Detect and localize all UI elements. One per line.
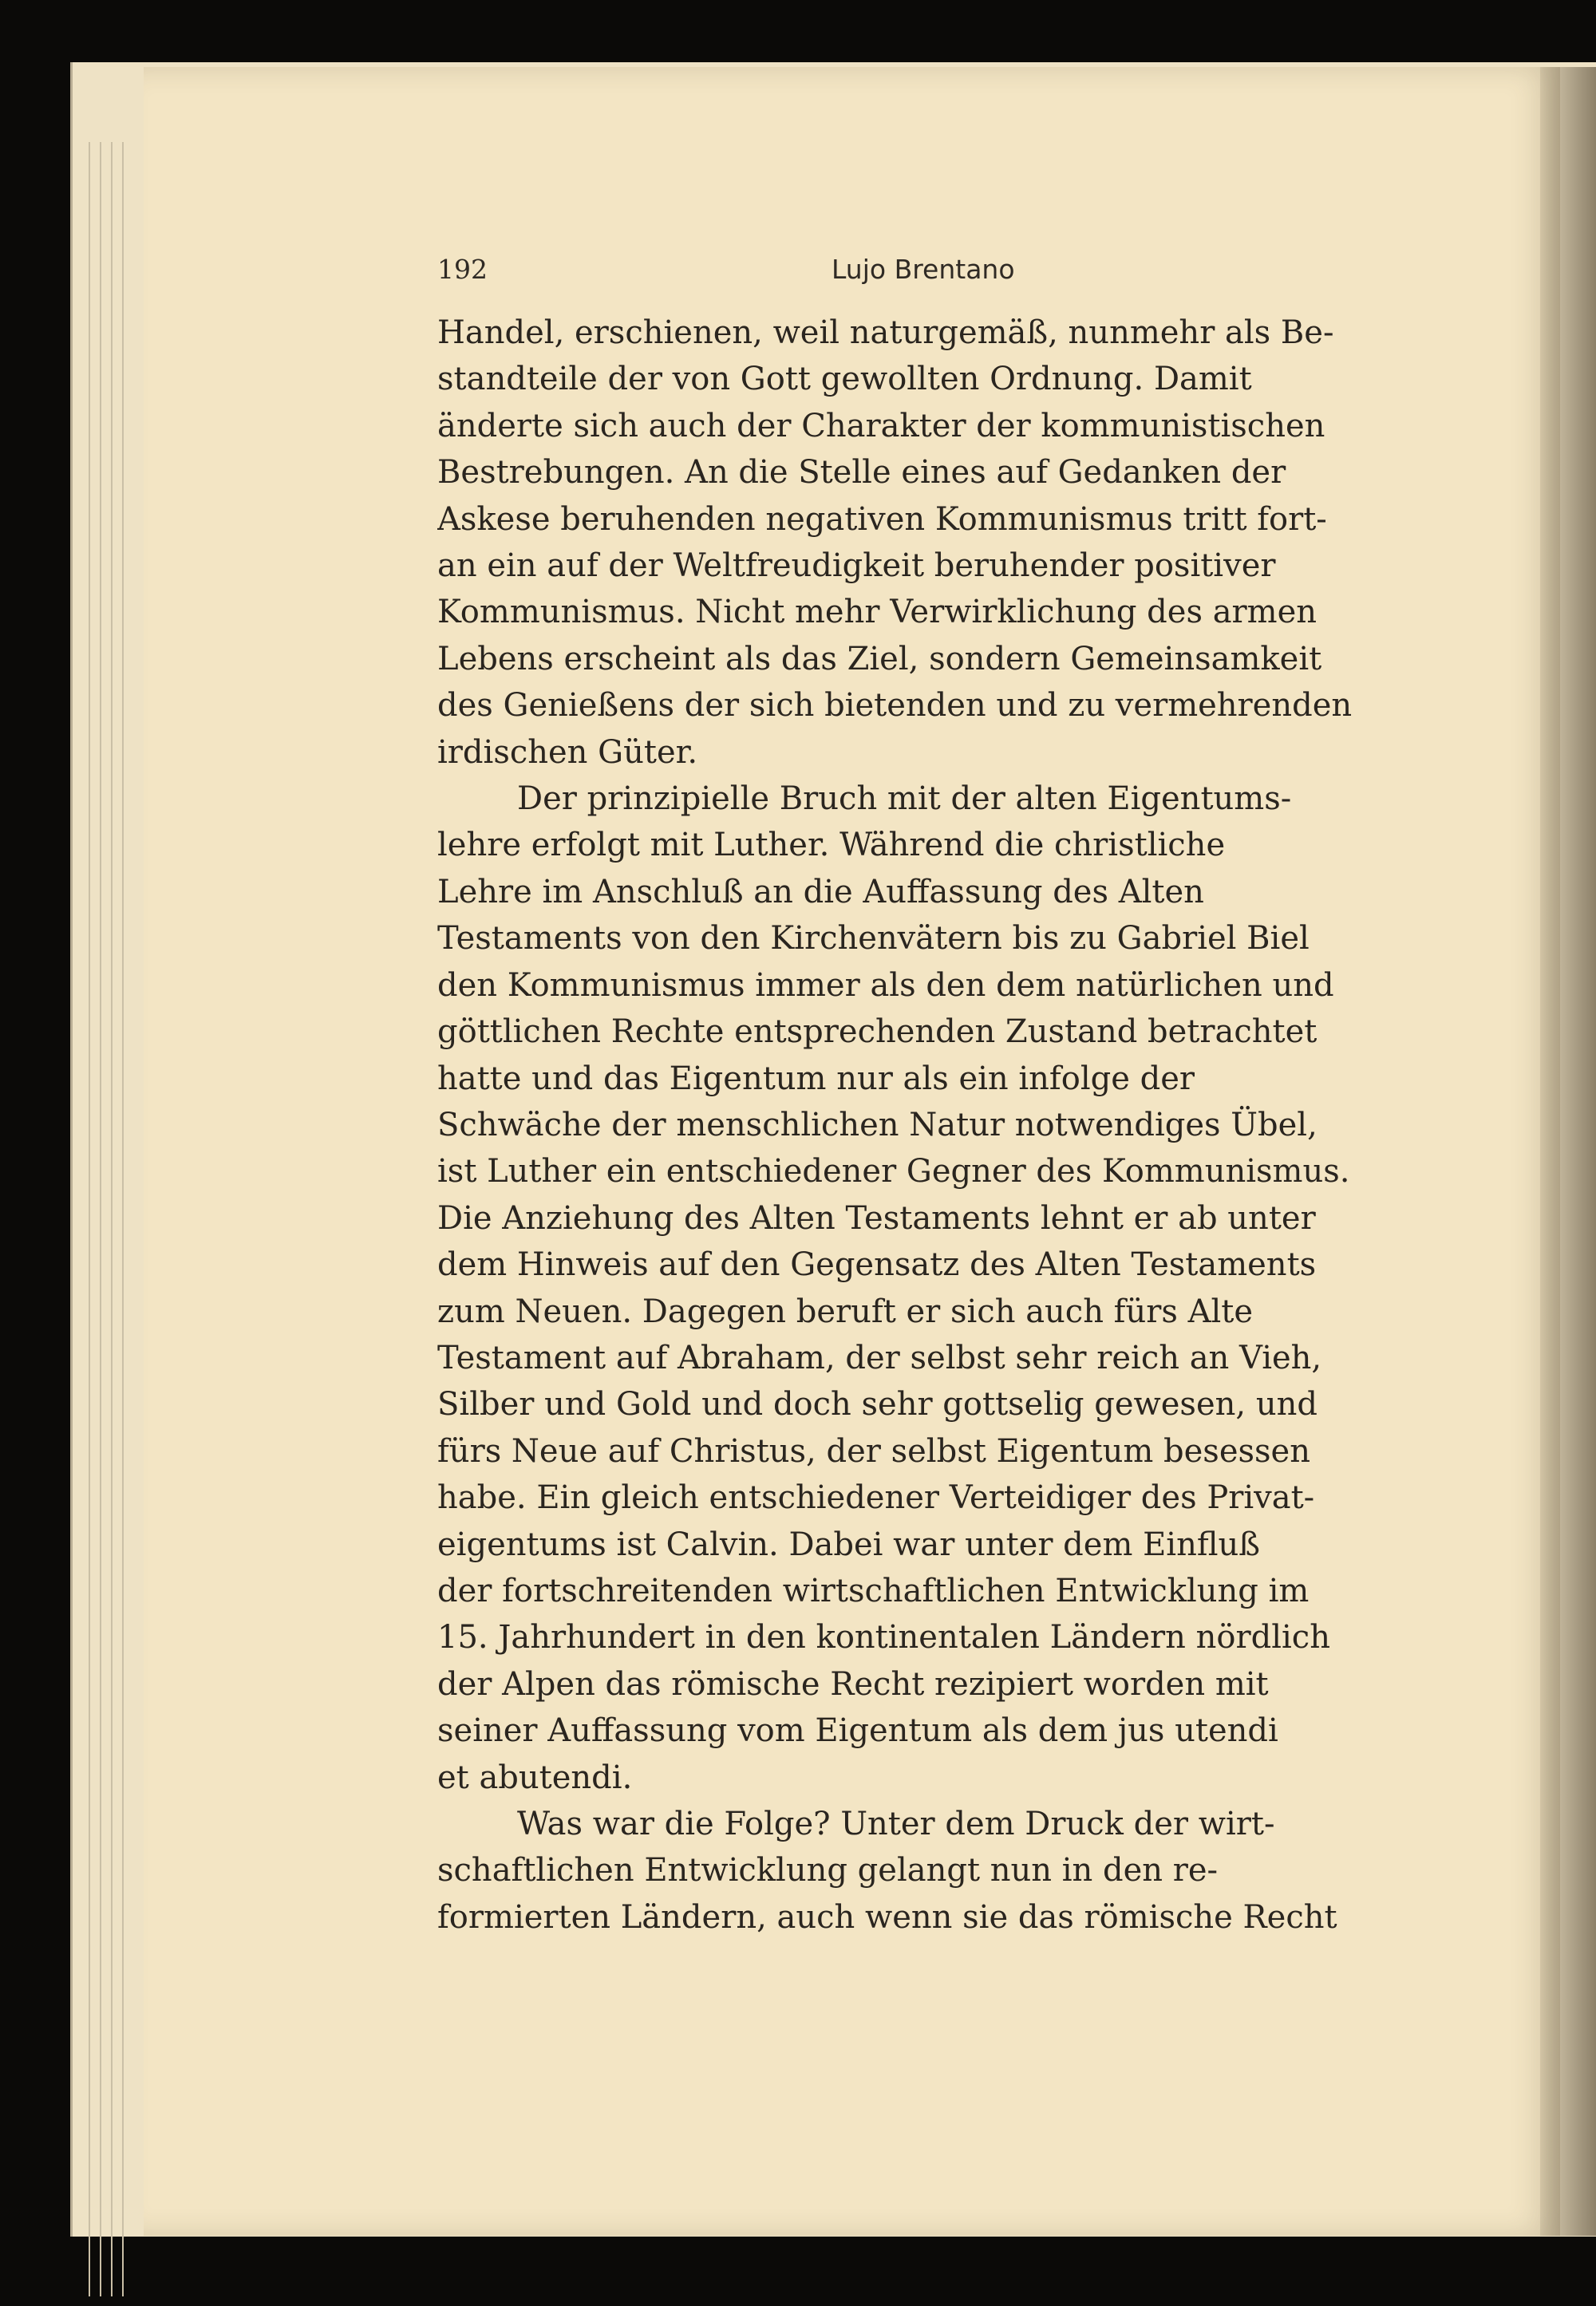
page-number: 192 [437,254,488,285]
page-edge [89,142,90,2296]
text-line: et abutendi. [437,1759,633,1796]
text-line: seiner Auffassung vom Eigentum als dem jus utendi [437,1712,1278,1750]
text-line: standteile der von Gott gewollten Ordnung. Damit [437,361,1252,398]
paragraph-start-line: Was war die Folge? Unter dem Druck der wirt- [517,1806,1275,1842]
text-line: habe. Ein gleich entschiedener Verteidiger des Privat- [437,1479,1315,1517]
text-line: dem Hinweis auf den Gegensatz des Alten Testaments [437,1246,1317,1284]
text-line: schaftlichen Entwicklung gelangt nun in den re- [437,1852,1219,1889]
spine-shadow [1540,67,1596,2236]
text-line: Lehre im Anschluß an die Auffassung des Alten [437,873,1204,910]
text-line: Testaments von den Kirchenvätern bis zu Gabriel Biel [437,920,1310,958]
text-line: lehre erfolgt mit Luther. Während die christliche [437,827,1226,864]
text-line: irdischen Güter. [437,733,698,771]
text-line: den Kommunismus immer als den dem natürlichen und [437,966,1334,1004]
text-line: Schwäche der menschlichen Natur notwendiges Übel, [437,1106,1317,1143]
page-edge [111,142,113,2296]
text-line: Askese beruhenden negativen Kommunismus tritt fort- [437,500,1327,538]
text-line: hatte und das Eigentum nur als ein infolge der [437,1060,1195,1097]
text-line: Die Anziehung des Alten Testaments lehnt er ab unter [437,1199,1316,1237]
text-line: der fortschreitenden wirtschaftlichen Entwicklung im [437,1572,1310,1609]
text-line: zum Neuen. Dagegen beruft er sich auch fürs Alte [437,1293,1254,1330]
text-line: göttlichen Rechte entsprechenden Zustand betrachtet [437,1013,1317,1051]
body-text [437,310,1451,1941]
text-line: an ein auf der Weltfreudigkeit beruhender positiver [437,547,1276,585]
page-header [437,249,1451,289]
text-line: Handel, erschienen, weil naturgemäß, nunmehr als Be- [437,314,1334,351]
text-line: eigentums ist Calvin. Dabei war unter dem Einfluß [437,1526,1261,1563]
paragraph-start-line: Der prinzipielle Bruch mit der alten Eigentums- [517,780,1292,818]
text-line: Testament auf Abraham, der selbst sehr reich an Vieh, [437,1339,1322,1376]
text-line: änderte sich auch der Charakter der kommunistischen [437,407,1325,444]
text-line: formierten Ländern, auch wenn sie das römische Recht [437,1898,1337,1936]
text-line: Bestrebungen. An die Stelle eines auf Gedanken der [437,454,1286,492]
text-line: Lebens erscheint als das Ziel, sondern Gemeinsamkeit [437,640,1322,677]
text-line: fürs Neue auf Christus, der selbst Eigentum besessen [437,1432,1310,1470]
text-line: 15. Jahrhundert in den kontinentalen Ländern nördlich [437,1619,1330,1656]
page-edge [122,142,124,2296]
text-line: des Genießens der sich bietenden und zu vermehrenden [437,687,1353,725]
page-edge [100,142,101,2296]
running-head: Lujo Brentano [832,254,1015,285]
text-line: ist Luther ein entschiedener Gegner des Kommunismus. [437,1153,1350,1191]
text-line: Silber und Gold und doch sehr gottselig gewesen, und [437,1386,1317,1423]
text-line: Kommunismus. Nicht mehr Verwirklichung des armen [437,594,1317,631]
text-line: der Alpen das römische Recht rezipiert worden mit [437,1665,1269,1703]
